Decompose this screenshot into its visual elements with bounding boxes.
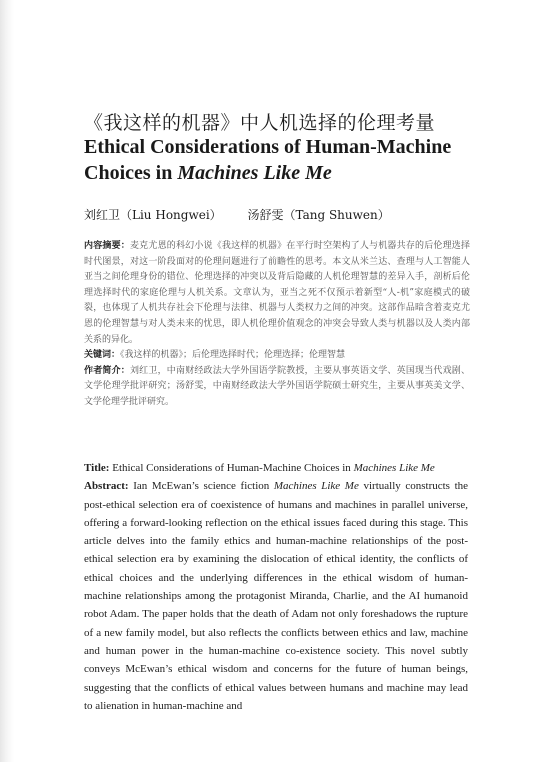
- author-2: 汤舒雯（Tang Shuwen）: [247, 208, 390, 222]
- title-line-italic-en: Machines Like Me: [353, 462, 435, 474]
- chinese-abstract-block: [84, 239, 470, 411]
- author-bio-label-cn: 作者简介：: [84, 365, 130, 376]
- chinese-abstract: [84, 239, 470, 348]
- english-title: [84, 134, 504, 186]
- abstract-text-en-post: virtually constructs the post-ethical selection era of coexistence of humans and machines in parallel universe, offering a forward-looking reflection on the ethical issues faced during this stage. This article delves into the family ethics and human-machine relationships of the post-ethical selection era by examining the dislocation of ethical identity, the conflicts of ethical choices and the underlying differences in the ethical wisdom of human-machine relationships among the protagonist Miranda, Charlie, and the AI humanoid robot Adam. The paper holds that the death of Adam not only foreshadows the rupture of a new family model, but also reflects the conflicts between ethics and law, machine and human power in the human-machine co-existence society. This novel subtly conveys McEwan’s ethical wisdom and concerns for the future of human beings, suggesting that the conflicts of ethical values between humans and machine may lead to alienation in human-machine and: [84, 480, 469, 712]
- english-title-line: [84, 459, 468, 477]
- english-abstract: [84, 477, 468, 715]
- abstract-text-en-pre: Ian McEwan’s science fiction: [133, 480, 274, 493]
- chinese-author-bio: [84, 364, 470, 411]
- author-bio-text-cn: 刘红卫，中南财经政法大学外国语学院教授，主要从事英语文学、英国现当代戏剧、文学伦理学批评研究；汤舒雯，中南财经政法大学外国语学院硕士研究生，主要从事英美文学、文学伦理学批评研究。: [84, 365, 470, 407]
- keywords-label-cn: 关键词：: [84, 350, 121, 361]
- english-title-italic: Machines Like Me: [177, 162, 332, 184]
- abstract-text-en-italic: Machines Like Me: [273, 480, 359, 493]
- author-line: [84, 206, 504, 223]
- abstract-text-cn: 麦克尤恩的科幻小说《我这样的机器》在平行时空架构了人与机器共存的后伦理选择时代图景，对这一阶段面对的伦理问题进行了前瞻性的思考。本文从米兰达、查理与人工智能人亚当之间伦理身份的错位、伦理选择的冲突以及背后隐藏的人机伦理智慧的差异入手，剖析后伦理选择时代的家庭伦理与人机关系。文章认为，亚当之死不仅预示着新型“人-机”家庭模式的破裂，也体现了人机共存社会下伦理与法律、机器与人类权力之间的冲突。这部作品暗含着麦克尤恩的伦理智慧与对人类未来的忧思，即人机伦理价值观念的冲突会导致人类与机器以及人类内部关系的异化。: [84, 241, 470, 345]
- author-1: 刘红卫（Liu Hongwei）: [84, 208, 222, 222]
- chinese-title: 《我这样的机器》中人机选择的伦理考量: [84, 112, 436, 134]
- abstract-label-en: Abstract:: [84, 480, 129, 493]
- english-abstract-block: [84, 459, 468, 715]
- abstract-label-cn: 内容摘要：: [84, 241, 130, 251]
- english-title-text: Ethical Considerations of Human-Machine Choices in: [84, 136, 452, 184]
- keywords-text-cn: 《我这样的机器》；后伦理选择时代；伦理选择；伦理智慧: [120, 350, 346, 361]
- chinese-keywords: [84, 348, 470, 364]
- title-label-en: Title:: [84, 462, 110, 474]
- title-line-text-en: Ethical Considerations of Human-Machine Choices in: [112, 462, 354, 474]
